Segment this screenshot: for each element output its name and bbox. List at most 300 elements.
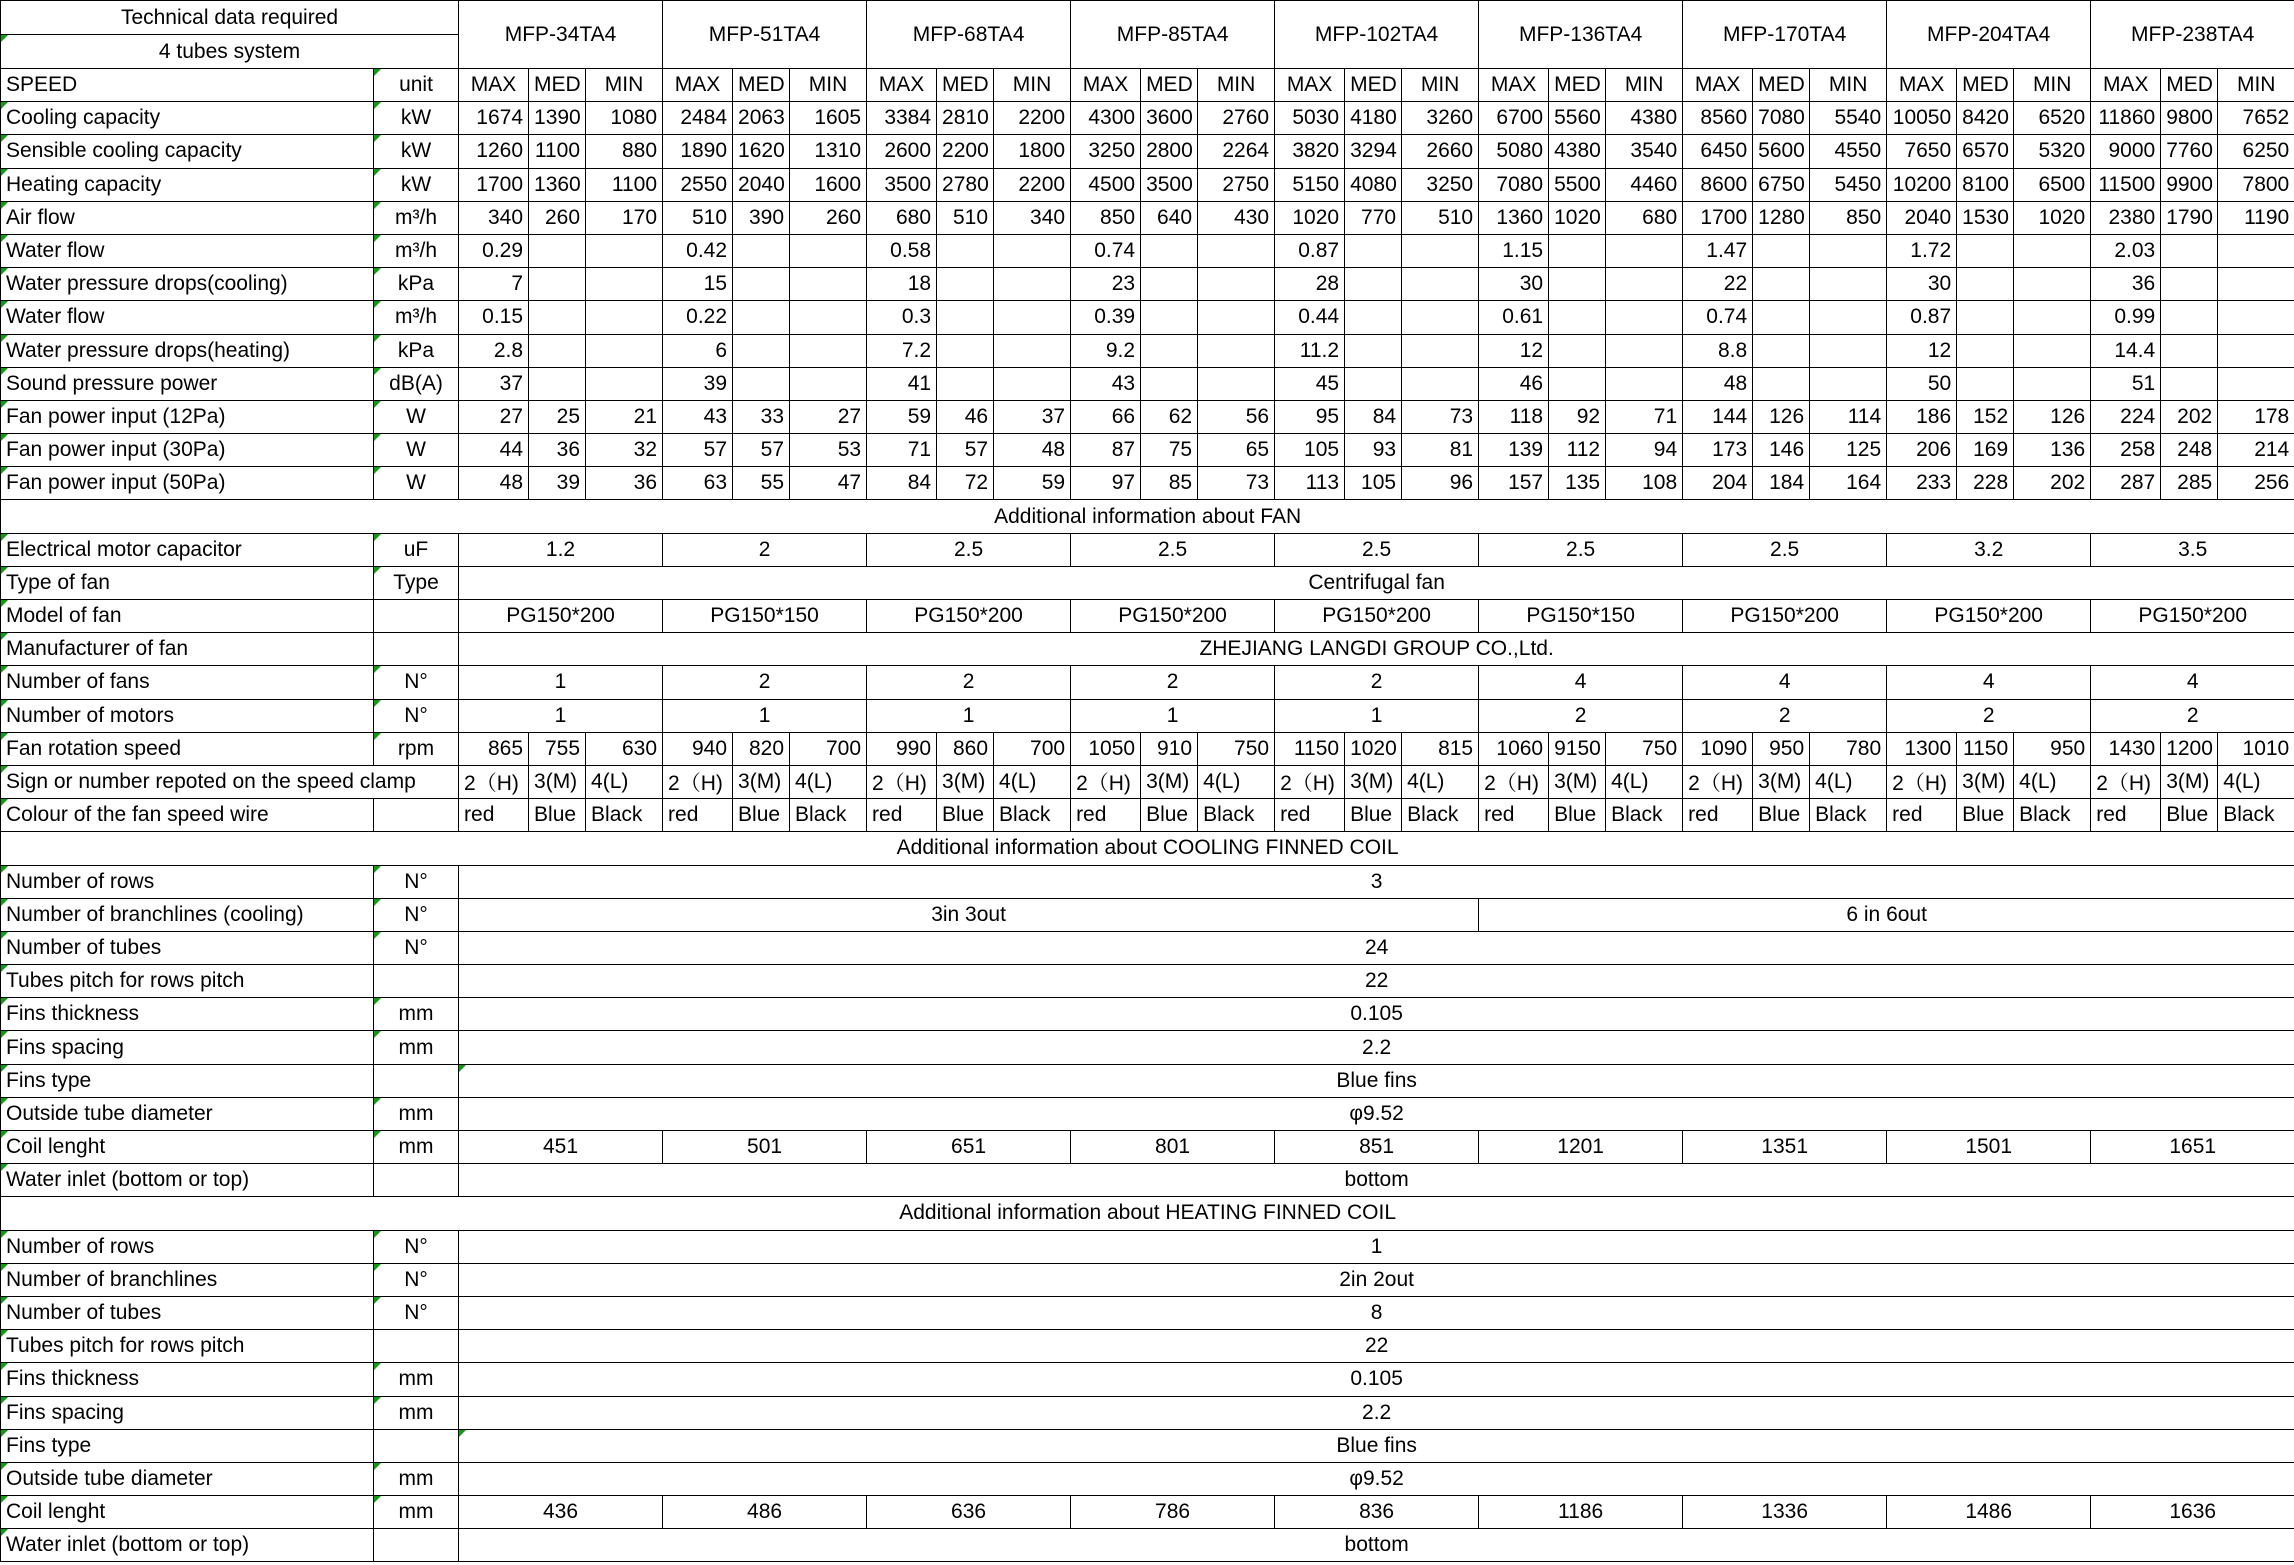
value-cell: 118	[1479, 400, 1549, 433]
row-unit	[374, 633, 459, 666]
speed-label: SPEED	[1, 69, 374, 102]
value-cell: 285	[2161, 467, 2218, 500]
value-cell: 93	[1345, 434, 1402, 467]
speed-col-header: MAX	[1479, 69, 1549, 102]
value-cell: 7650	[1887, 135, 1957, 168]
value-cell: 287	[2091, 467, 2161, 500]
value-cell: Centrifugal fan	[459, 566, 2294, 599]
header-row-1	[1, 1, 2294, 35]
value-cell: 22	[459, 965, 2294, 998]
value-cell: 3260	[1402, 102, 1479, 135]
empty-cell	[1957, 334, 2014, 367]
value-cell: 1620	[733, 135, 790, 168]
value-cell: 340	[994, 201, 1071, 234]
value-cell: 1530	[1957, 201, 2014, 234]
empty-cell	[994, 301, 1071, 334]
value-cell: 1020	[2014, 201, 2091, 234]
value-cell: 186	[1887, 400, 1957, 433]
empty-cell	[1753, 334, 1810, 367]
value-cell: 8.8	[1683, 334, 1753, 367]
row-unit: mm	[374, 998, 459, 1031]
value-cell: 48	[994, 434, 1071, 467]
value-cell: 430	[1198, 201, 1275, 234]
row-unit: N°	[374, 1296, 459, 1329]
value-cell: 1050	[1071, 732, 1141, 765]
value-cell: 2（H)	[663, 765, 733, 798]
value-cell: Blue fins	[459, 1064, 2294, 1097]
value-cell: PG150*150	[1479, 600, 1683, 633]
value-cell: 81	[1402, 434, 1479, 467]
empty-cell	[2218, 301, 2294, 334]
row-label: Number of tubes	[1, 931, 374, 964]
value-cell: 0.87	[1275, 234, 1345, 267]
empty-cell	[1810, 334, 1887, 367]
value-cell: 1800	[994, 135, 1071, 168]
value-cell: 2750	[1198, 168, 1275, 201]
value-cell: 1	[1071, 699, 1275, 732]
row-label: Tubes pitch for rows pitch	[1, 1330, 374, 1363]
empty-cell	[2218, 268, 2294, 301]
empty-cell	[2014, 234, 2091, 267]
value-cell: 950	[1753, 732, 1810, 765]
value-cell: 1674	[459, 102, 529, 135]
value-cell: 3(M)	[733, 765, 790, 798]
value-cell: PG150*200	[1071, 600, 1275, 633]
value-cell: 6750	[1753, 168, 1810, 201]
value-cell: Blue	[529, 799, 586, 832]
speed-col-header: MED	[733, 69, 790, 102]
model-header: MFP-170TA4	[1683, 1, 1887, 69]
value-cell: 750	[1198, 732, 1275, 765]
row-label: Number of fans	[1, 666, 374, 699]
value-cell: 0.29	[459, 234, 529, 267]
row-32	[1, 1164, 2294, 1197]
row-unit: mm	[374, 1363, 459, 1396]
value-cell: 22	[459, 1330, 2294, 1363]
row-24	[1, 898, 2294, 931]
value-cell: 786	[1071, 1496, 1275, 1529]
value-cell: 2.2	[459, 1031, 2294, 1064]
value-cell: 2200	[937, 135, 994, 168]
value-cell: 84	[1345, 400, 1402, 433]
speed-col-header: MED	[937, 69, 994, 102]
value-cell: 2（H)	[1479, 765, 1549, 798]
value-cell: 27	[790, 400, 867, 433]
value-cell: 3384	[867, 102, 937, 135]
value-cell: 2	[663, 533, 867, 566]
value-cell: 4(L)	[2218, 765, 2294, 798]
value-cell: red	[459, 799, 529, 832]
value-cell: 1636	[2091, 1496, 2294, 1529]
value-cell: 248	[2161, 434, 2218, 467]
value-cell: 0.105	[459, 998, 2294, 1031]
value-cell: 21	[586, 400, 663, 433]
value-cell: 2760	[1198, 102, 1275, 135]
value-cell: 9.2	[1071, 334, 1141, 367]
value-cell: red	[1683, 799, 1753, 832]
row-19	[1, 732, 2294, 765]
value-cell: 233	[1887, 467, 1957, 500]
value-cell: 1360	[529, 168, 586, 201]
row-unit: m³/h	[374, 301, 459, 334]
empty-cell	[1753, 234, 1810, 267]
value-cell: red	[2091, 799, 2161, 832]
empty-cell	[1141, 268, 1198, 301]
row-label: Coil lenght	[1, 1496, 374, 1529]
value-cell: 5320	[2014, 135, 2091, 168]
value-cell: 0.105	[459, 1363, 2294, 1396]
value-cell: 46	[937, 400, 994, 433]
row-unit	[374, 1529, 459, 1562]
value-cell: Blue	[733, 799, 790, 832]
value-cell: 18	[867, 268, 937, 301]
row-31	[1, 1131, 2294, 1164]
empty-cell	[994, 334, 1071, 367]
value-cell: 3(M)	[1141, 765, 1198, 798]
value-cell: 92	[1549, 400, 1606, 433]
value-cell: 2660	[1402, 135, 1479, 168]
value-cell: Blue	[1549, 799, 1606, 832]
value-cell: 85	[1141, 467, 1198, 500]
value-cell: 112	[1549, 434, 1606, 467]
value-cell: 3.5	[2091, 533, 2294, 566]
value-cell: 2264	[1198, 135, 1275, 168]
row-label: Outside tube diameter	[1, 1462, 374, 1495]
value-cell: 6 in 6out	[1479, 898, 2294, 931]
row-label: Fins type	[1, 1429, 374, 1462]
value-cell: 880	[586, 135, 663, 168]
row-29	[1, 1064, 2294, 1097]
value-cell: 32	[586, 434, 663, 467]
value-cell: 1090	[1683, 732, 1753, 765]
speed-col-header: MIN	[1606, 69, 1683, 102]
speed-col-header: MAX	[663, 69, 733, 102]
value-cell: 126	[2014, 400, 2091, 433]
row-8	[1, 367, 2294, 400]
row-label: Heating capacity	[1, 168, 374, 201]
empty-cell	[1606, 367, 1683, 400]
value-cell: 206	[1887, 434, 1957, 467]
empty-cell	[733, 334, 790, 367]
value-cell: 0.22	[663, 301, 733, 334]
row-unit: mm	[374, 1131, 459, 1164]
value-cell: 1501	[1887, 1131, 2091, 1164]
empty-cell	[2014, 268, 2091, 301]
value-cell: 48	[459, 467, 529, 500]
value-cell: 2（H)	[459, 765, 529, 798]
value-cell: 2.5	[1479, 533, 1683, 566]
empty-cell	[2014, 334, 2091, 367]
value-cell: 0.42	[663, 234, 733, 267]
value-cell: 43	[1071, 367, 1141, 400]
speed-col-header: MIN	[790, 69, 867, 102]
value-cell: 87	[1071, 434, 1141, 467]
value-cell: 860	[937, 732, 994, 765]
value-cell: bottom	[459, 1164, 2294, 1197]
value-cell: 184	[1753, 467, 1810, 500]
empty-cell	[937, 234, 994, 267]
speed-col-header: MAX	[2091, 69, 2161, 102]
value-cell: 173	[1683, 434, 1753, 467]
empty-cell	[1957, 234, 2014, 267]
row-unit: kW	[374, 135, 459, 168]
value-cell: 636	[867, 1496, 1071, 1529]
row-unit: mm	[374, 1031, 459, 1064]
value-cell: 3540	[1606, 135, 1683, 168]
value-cell: 340	[459, 201, 529, 234]
row-2	[1, 168, 2294, 201]
value-cell: 53	[790, 434, 867, 467]
value-cell: 202	[2014, 467, 2091, 500]
value-cell: 436	[459, 1496, 663, 1529]
value-cell: 486	[663, 1496, 867, 1529]
value-cell: red	[867, 799, 937, 832]
value-cell: 4	[1887, 666, 2091, 699]
empty-cell	[2161, 334, 2218, 367]
value-cell: 801	[1071, 1131, 1275, 1164]
value-cell: 510	[663, 201, 733, 234]
value-cell: 3in 3out	[459, 898, 1479, 931]
value-cell: 850	[1071, 201, 1141, 234]
value-cell: φ9.52	[459, 1462, 2294, 1495]
row-unit: m³/h	[374, 201, 459, 234]
value-cell: 3(M)	[529, 765, 586, 798]
value-cell: 2040	[733, 168, 790, 201]
value-cell: 7	[459, 268, 529, 301]
row-label: Fan power input (30Pa)	[1, 434, 374, 467]
value-cell: 700	[790, 732, 867, 765]
value-cell: 5080	[1479, 135, 1549, 168]
model-header: MFP-136TA4	[1479, 1, 1683, 69]
value-cell: 6700	[1479, 102, 1549, 135]
value-cell: 30	[1479, 268, 1549, 301]
value-cell: 4300	[1071, 102, 1141, 135]
empty-cell	[529, 234, 586, 267]
empty-cell	[1141, 301, 1198, 334]
speed-col-header: MED	[1957, 69, 2014, 102]
value-cell: 4(L)	[994, 765, 1071, 798]
value-cell: 170	[586, 201, 663, 234]
empty-cell	[1198, 301, 1275, 334]
value-cell: 136	[2014, 434, 2091, 467]
value-cell: 8	[459, 1296, 2294, 1329]
value-cell: 57	[733, 434, 790, 467]
value-cell: 39	[529, 467, 586, 500]
value-cell: 260	[790, 201, 867, 234]
empty-cell	[2014, 367, 2091, 400]
value-cell: 950	[2014, 732, 2091, 765]
value-cell: 37	[994, 400, 1071, 433]
value-cell: red	[1071, 799, 1141, 832]
row-label: Manufacturer of fan	[1, 633, 374, 666]
empty-cell	[1402, 268, 1479, 301]
row-4	[1, 234, 2294, 267]
row-unit	[374, 1429, 459, 1462]
value-cell: 1651	[2091, 1131, 2294, 1164]
value-cell: bottom	[459, 1529, 2294, 1562]
value-cell: 815	[1402, 732, 1479, 765]
speed-col-header: MAX	[1683, 69, 1753, 102]
empty-cell	[1198, 334, 1275, 367]
empty-cell	[2161, 367, 2218, 400]
empty-cell	[1753, 268, 1810, 301]
value-cell: 1020	[1345, 732, 1402, 765]
row-36	[1, 1296, 2294, 1329]
value-cell: 0.15	[459, 301, 529, 334]
value-cell: 2800	[1141, 135, 1198, 168]
value-cell: 0.87	[1887, 301, 1957, 334]
empty-cell	[1402, 234, 1479, 267]
speed-col-header: MAX	[459, 69, 529, 102]
value-cell: 5600	[1753, 135, 1810, 168]
value-cell: 30	[1887, 268, 1957, 301]
value-cell: 7760	[2161, 135, 2218, 168]
row-17	[1, 666, 2294, 699]
value-cell: 41	[867, 367, 937, 400]
value-cell: PG150*150	[663, 600, 867, 633]
value-cell: 36	[2091, 268, 2161, 301]
value-cell: 1600	[790, 168, 867, 201]
empty-cell	[529, 268, 586, 301]
speed-col-header: MAX	[1275, 69, 1345, 102]
value-cell: 11.2	[1275, 334, 1345, 367]
value-cell: 125	[1810, 434, 1887, 467]
value-cell: 2	[663, 666, 867, 699]
value-cell: 7.2	[867, 334, 937, 367]
value-cell: 6520	[2014, 102, 2091, 135]
row-22	[1, 832, 2294, 865]
speed-col-header: MED	[1753, 69, 1810, 102]
row-39	[1, 1396, 2294, 1429]
empty-cell	[1402, 301, 1479, 334]
empty-cell	[733, 367, 790, 400]
value-cell: 1	[867, 699, 1071, 732]
value-cell: 202	[2161, 400, 2218, 433]
empty-cell	[1810, 234, 1887, 267]
value-cell: 0.58	[867, 234, 937, 267]
value-cell: 135	[1549, 467, 1606, 500]
value-cell: 214	[2218, 434, 2294, 467]
value-cell: 94	[1606, 434, 1683, 467]
value-cell: 1605	[790, 102, 867, 135]
section-title: Additional information about HEATING FINNED COIL	[1, 1197, 2294, 1230]
row-label: Water pressure drops(heating)	[1, 334, 374, 367]
value-cell: 224	[2091, 400, 2161, 433]
value-cell: 57	[663, 434, 733, 467]
value-cell: 204	[1683, 467, 1753, 500]
value-cell: 178	[2218, 400, 2294, 433]
empty-cell	[1141, 367, 1198, 400]
value-cell: 4380	[1606, 102, 1683, 135]
row-unit	[374, 1164, 459, 1197]
value-cell: 1	[459, 666, 663, 699]
value-cell: 865	[459, 732, 529, 765]
empty-cell	[2218, 367, 2294, 400]
value-cell: 850	[1810, 201, 1887, 234]
value-cell: 9800	[2161, 102, 2218, 135]
value-cell: 0.74	[1683, 301, 1753, 334]
model-header: MFP-34TA4	[459, 1, 663, 69]
empty-cell	[586, 268, 663, 301]
model-header: MFP-238TA4	[2091, 1, 2294, 69]
row-35	[1, 1263, 2294, 1296]
row-label: Water inlet (bottom or top)	[1, 1164, 374, 1197]
value-cell: 851	[1275, 1131, 1479, 1164]
value-cell: 2（H)	[1071, 765, 1141, 798]
value-cell: 1.15	[1479, 234, 1549, 267]
value-cell: 3500	[1141, 168, 1198, 201]
empty-cell	[529, 301, 586, 334]
row-1	[1, 135, 2294, 168]
value-cell: 1310	[790, 135, 867, 168]
value-cell: Blue	[2161, 799, 2218, 832]
value-cell: 0.61	[1479, 301, 1549, 334]
value-cell: 15	[663, 268, 733, 301]
row-25	[1, 931, 2294, 964]
empty-cell	[790, 268, 867, 301]
value-cell: 126	[1753, 400, 1810, 433]
value-cell: 46	[1479, 367, 1549, 400]
row-label: Fins thickness	[1, 1363, 374, 1396]
row-5	[1, 268, 2294, 301]
value-cell: Blue	[1141, 799, 1198, 832]
value-cell: 2（H)	[1275, 765, 1345, 798]
empty-cell	[1957, 268, 2014, 301]
value-cell: 0.44	[1275, 301, 1345, 334]
row-10	[1, 434, 2294, 467]
row-label: Number of branchlines	[1, 1263, 374, 1296]
value-cell: red	[1479, 799, 1549, 832]
value-cell: 72	[937, 467, 994, 500]
value-cell: 5150	[1275, 168, 1345, 201]
speed-col-header: MED	[1141, 69, 1198, 102]
speed-col-header: MAX	[867, 69, 937, 102]
row-6	[1, 301, 2294, 334]
value-cell: 24	[459, 931, 2294, 964]
value-cell: PG150*200	[1887, 600, 2091, 633]
row-unit	[374, 799, 459, 832]
value-cell: 501	[663, 1131, 867, 1164]
value-cell: 258	[2091, 434, 2161, 467]
value-cell: 2063	[733, 102, 790, 135]
value-cell: PG150*200	[459, 600, 663, 633]
value-cell: 1790	[2161, 201, 2218, 234]
value-cell: 1260	[459, 135, 529, 168]
model-header: MFP-51TA4	[663, 1, 867, 69]
value-cell: 228	[1957, 467, 2014, 500]
value-cell: 700	[994, 732, 1071, 765]
value-cell: Blue	[1753, 799, 1810, 832]
value-cell: 71	[867, 434, 937, 467]
value-cell: 3(M)	[1549, 765, 1606, 798]
value-cell: 630	[586, 732, 663, 765]
empty-cell	[1141, 234, 1198, 267]
value-cell: 108	[1606, 467, 1683, 500]
empty-cell	[937, 367, 994, 400]
row-label: Number of branchlines (cooling)	[1, 898, 374, 931]
value-cell: 2	[1683, 699, 1887, 732]
value-cell: 1300	[1887, 732, 1957, 765]
value-cell: Black	[1198, 799, 1275, 832]
value-cell: 2200	[994, 102, 1071, 135]
value-cell: 9000	[2091, 135, 2161, 168]
value-cell: 4080	[1345, 168, 1402, 201]
row-label: Air flow	[1, 201, 374, 234]
value-cell: 73	[1198, 467, 1275, 500]
empty-cell	[1402, 334, 1479, 367]
value-cell: φ9.52	[459, 1097, 2294, 1130]
empty-cell	[790, 367, 867, 400]
